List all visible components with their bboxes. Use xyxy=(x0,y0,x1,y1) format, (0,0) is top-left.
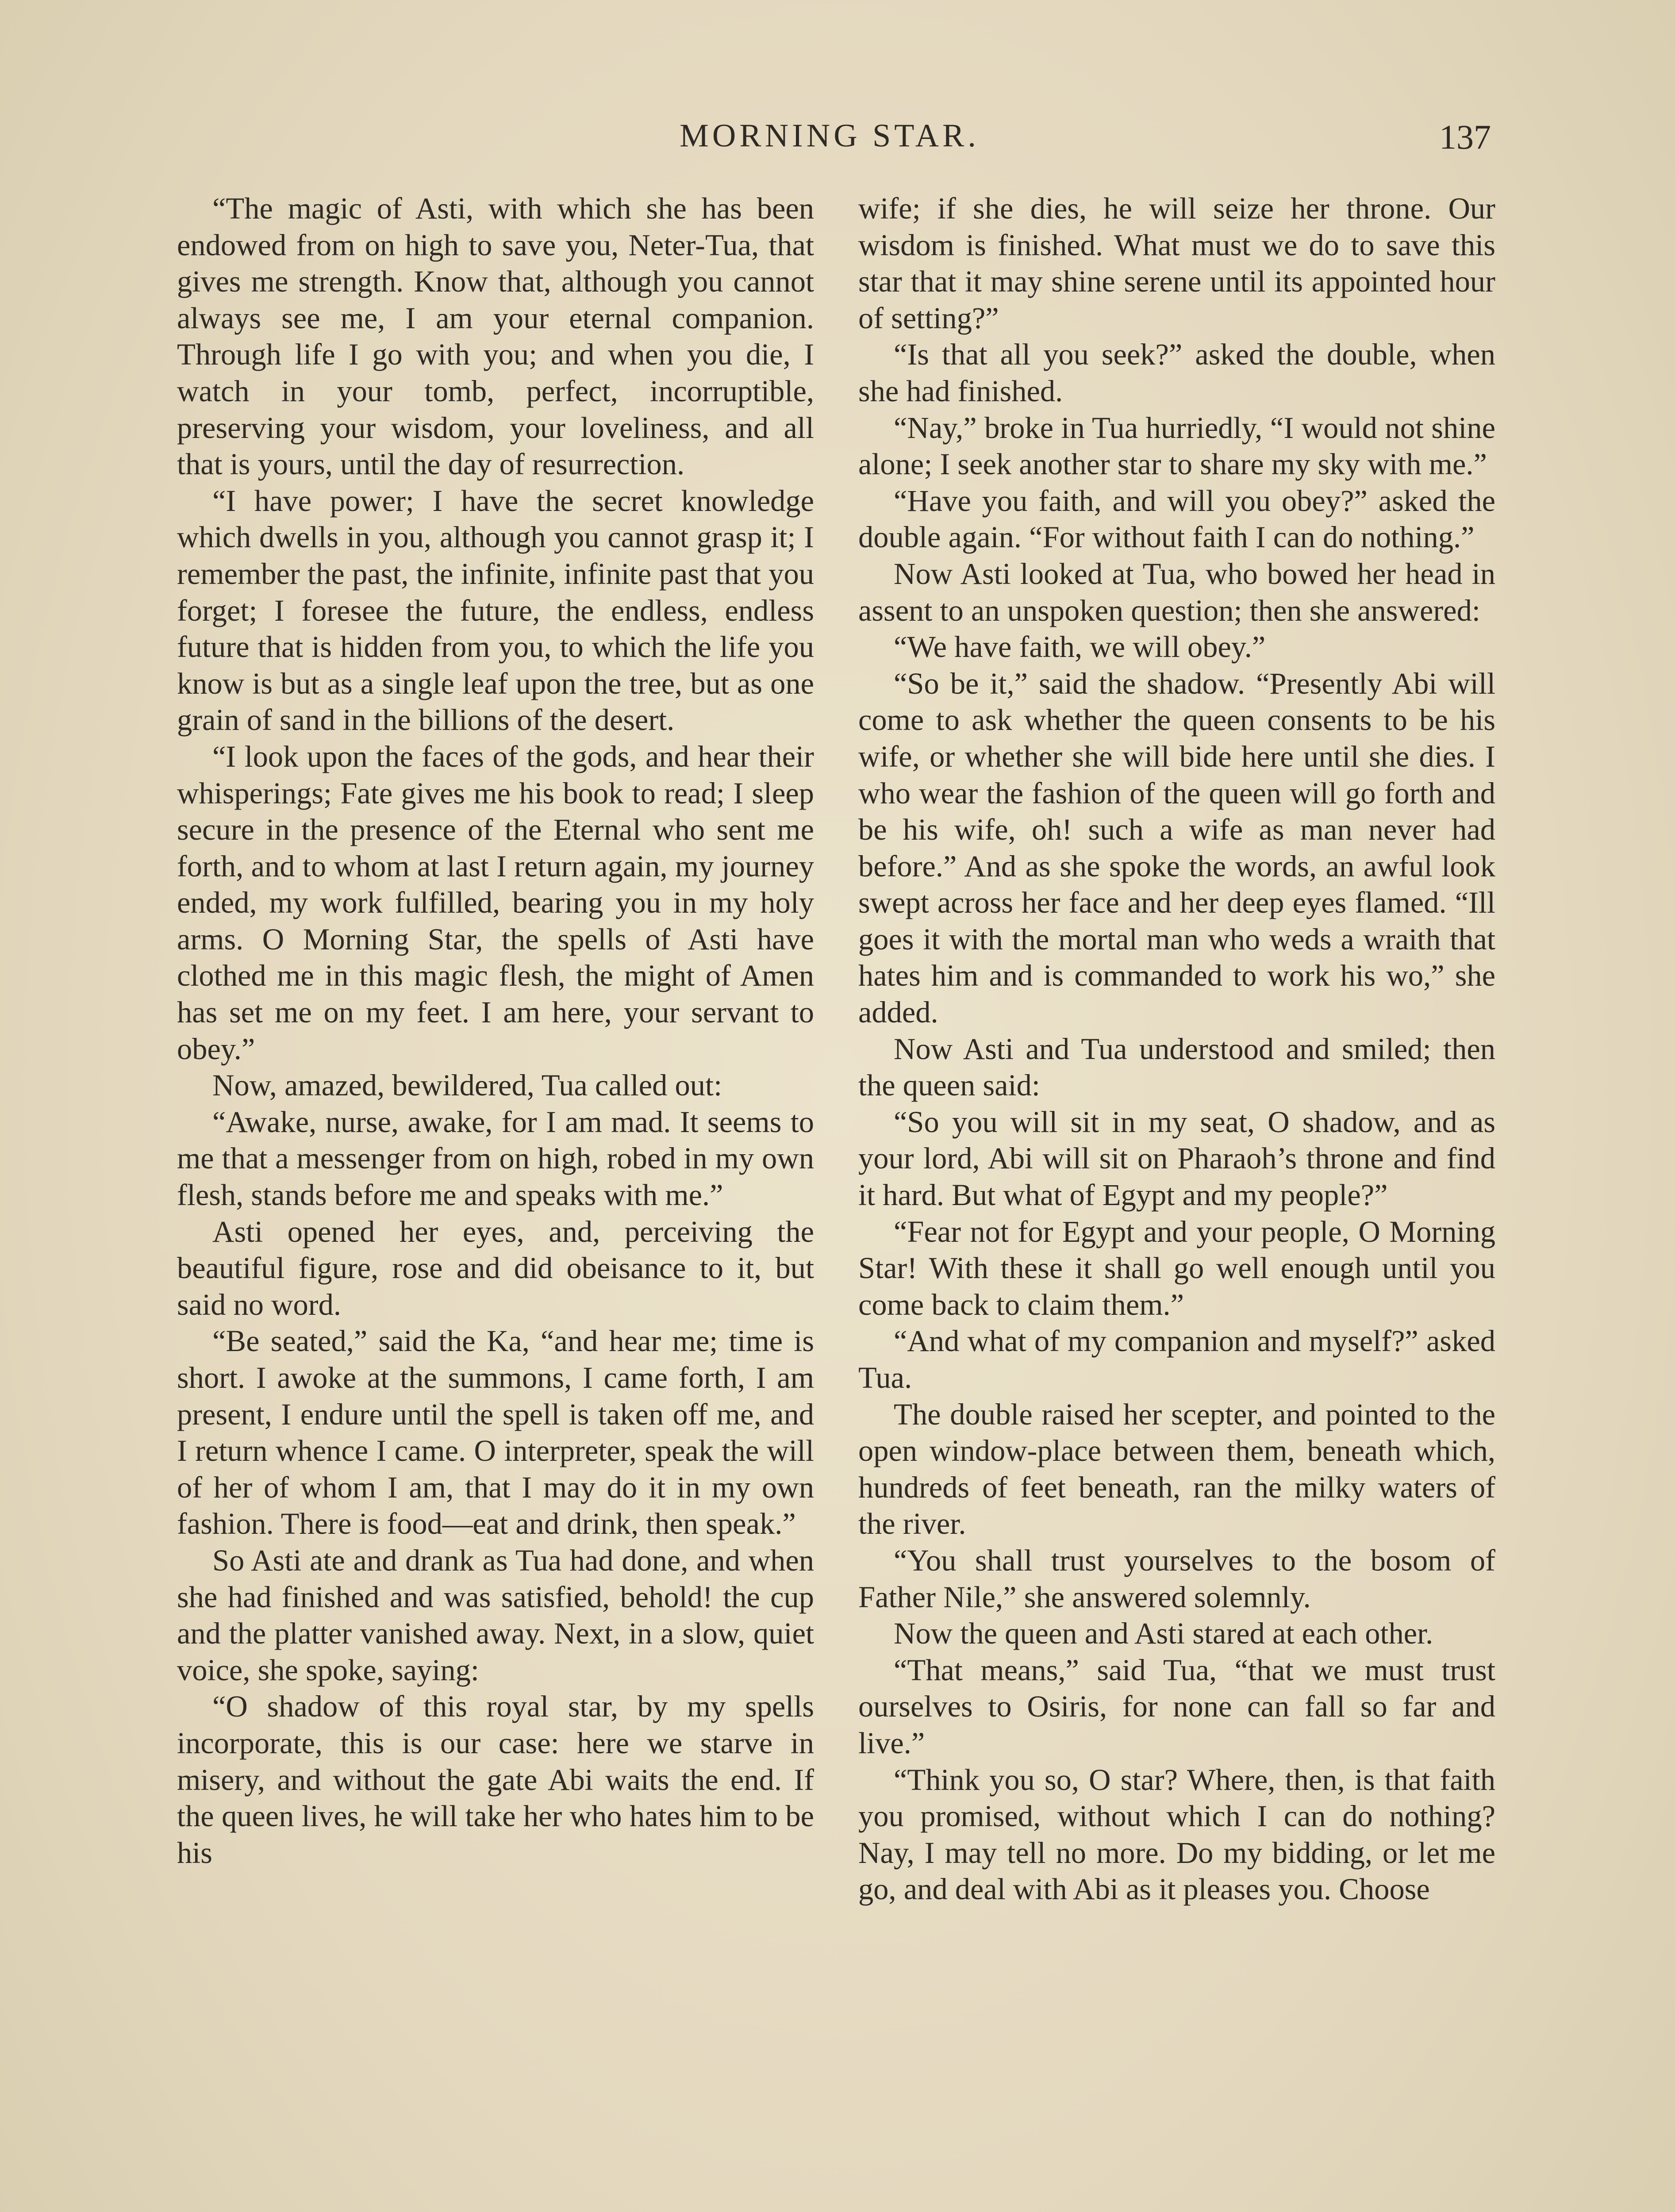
paragraph: “Is that all you seek?” asked the double, when she had finished. xyxy=(858,338,1495,408)
paragraph: So Asti ate and drank as Tua had done, and when she had finished and was satisfied, behold! the cup and the platter vanished away. Next, in a slow, quiet voice, she spoke, saying: xyxy=(177,1543,814,1687)
paragraph: “I look upon the faces of the gods, and hear their whisperings; Fate gives me his book to read; I sleep secure in the presence of the Eternal who sent me forth, and to whom at last I return again, my journey ended, my work fulfilled, bearing you in my holy arms. O Morning Star, the spells of Asti have clothed me in this magic flesh, the might of Amen has set me on my feet. I am here, your servant to obey.” xyxy=(177,739,814,1066)
paragraph: “Be seated,” said the Ka, “and hear me; time is short. I awoke at the summons, I came forth, I am present, I endure until the spell is taken off me, and I return whence I came. O interpreter, speak the will of her of whom I am, that I may do it in my own fashion. There is food—eat and drink, then speak.” xyxy=(177,1324,814,1541)
paragraph: “Have you faith, and will you obey?” asked the double again. “For without faith I can do nothing.” xyxy=(858,484,1495,554)
paragraph: Asti opened her eyes, and, perceiving the beautiful figure, rose and did obeisance to it, but said no word. xyxy=(177,1214,814,1321)
paragraph: “Think you so, O star? Where, then, is that faith you promised, without which I can do nothing? Nay, I may tell no more. Do my bidding, or let me go, and deal with Abi as it pleases you. Choose xyxy=(858,1763,1495,1906)
running-head: MORNING STAR. xyxy=(680,118,980,154)
text-columns xyxy=(177,190,1495,2212)
page-number: 137 xyxy=(1439,118,1491,156)
paragraph: “That means,” said Tua, “that we must trust ourselves to Osiris, for none can fall so far and live.” xyxy=(858,1653,1495,1760)
paragraph: The double raised her scepter, and pointed to the open window-place between them, beneath which, hundreds of feet beneath, ran the milky waters of the river. xyxy=(858,1397,1495,1541)
left-column xyxy=(177,190,814,2212)
paragraph: “And what of my companion and myself?” asked Tua. xyxy=(858,1324,1495,1394)
paragraph: “The magic of Asti, with which she has been endowed from on high to save you, Neter-Tua, that gives me strength. Know that, although you cannot always see me, I am your eternal companion. Through life I go with you; and when you die, I watch in your tomb, perfect, incorruptible, preserving your wisdom, your loveliness, and all that is yours, until the day of resurrection. xyxy=(177,192,814,481)
paragraph: “O shadow of this royal star, by my spells incorporate, this is our case: here we starve in misery, and without the gate Abi waits the end. If the queen lives, he will take her who hates him to be his xyxy=(177,1690,814,1870)
paragraph: “I have power; I have the secret knowledge which dwells in you, although you cannot grasp it; I remember the past, the infinite, infinite past that you forget; I foresee the future, the endless, endless future that is hidden from you, to which the life you know is but as a single leaf upon the tree, but as one grain of sand in the billions of the desert. xyxy=(177,484,814,737)
paragraph: “Awake, nurse, awake, for I am mad. It seems to me that a messenger from on high, robed in my own flesh, stands before me and speaks with me.” xyxy=(177,1105,814,1212)
paragraph: Now Asti and Tua understood and smiled; then the queen said: xyxy=(858,1032,1495,1102)
paragraph: Now, amazed, bewildered, Tua called out: xyxy=(212,1068,722,1102)
paragraph: “Nay,” broke in Tua hurriedly, “I would not shine alone; I seek another star to share my sky with me.” xyxy=(858,411,1495,481)
paragraph: Now the queen and Asti stared at each other. xyxy=(894,1617,1433,1651)
paragraph: “So you will sit in my seat, O shadow, and as your lord, Abi will sit on Pharaoh’s throne and find it hard. But what of Egypt and my people?” xyxy=(858,1105,1495,1212)
paragraph: “You shall trust yourselves to the bosom of Father Nile,” she answered solemnly. xyxy=(858,1543,1495,1614)
paragraph: wife; if she dies, he will seize her throne. Our wisdom is finished. What must we do to save this star that it may shine serene until its appointed hour of setting?” xyxy=(858,192,1495,335)
paragraph: Now Asti looked at Tua, who bowed her head in assent to an unspoken question; then she answered: xyxy=(858,557,1495,627)
paragraph: “We have faith, we will obey.” xyxy=(894,630,1266,664)
paragraph: “So be it,” said the shadow. “Presently Abi will come to ask whether the queen consents to be his wife, or whether she will bide here until she dies. I who wear the fashion of the queen will go forth and be his wife, oh! such a wife as man never had before.” And as she spoke the words, an awful look swept across her face and her deep eyes flamed. “Ill goes it with the mortal man who weds a wraith that hates him and is commanded to work his wo,” she added. xyxy=(858,666,1495,1029)
page-header xyxy=(168,113,1491,166)
paragraph: “Fear not for Egypt and your people, O Morning Star! With these it shall go well enough until you come back to claim them.” xyxy=(858,1214,1495,1321)
right-column xyxy=(858,190,1495,2212)
